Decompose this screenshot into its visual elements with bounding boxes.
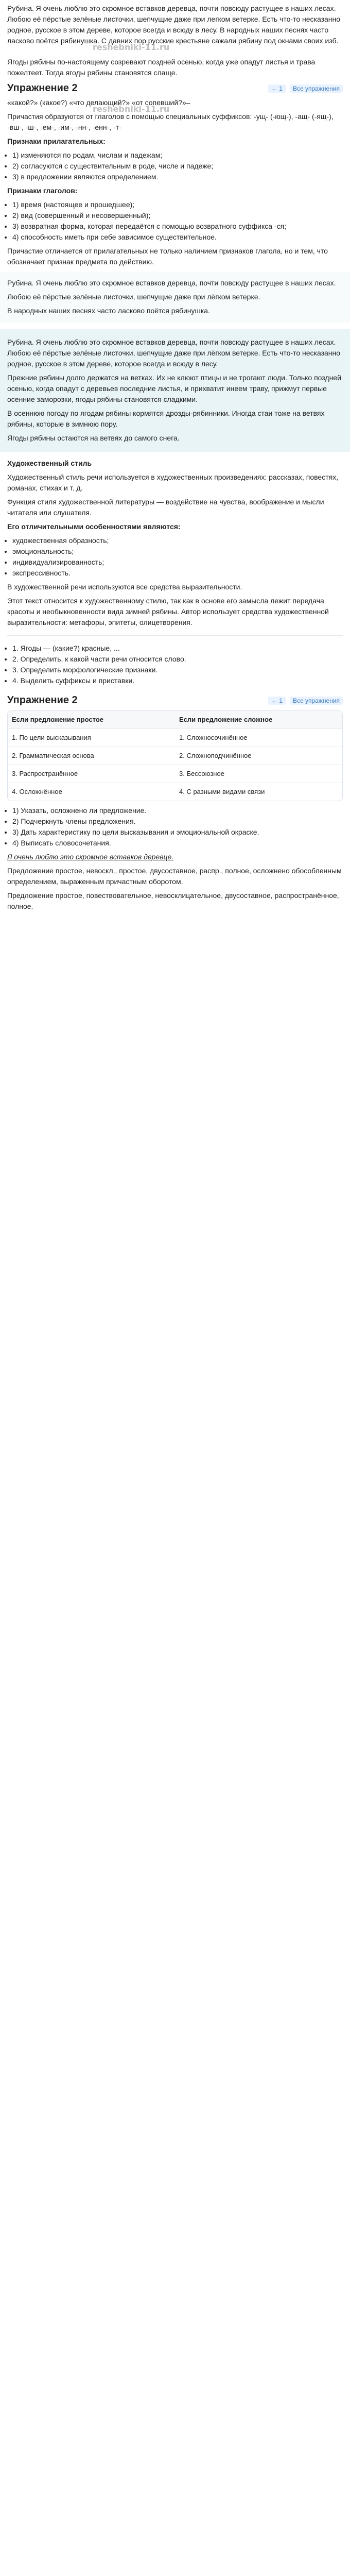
sign-3: • 3) в предложении являются определением.	[12, 172, 338, 182]
verb-3: • 3) возвратная форма, которая передаётся с помощью возвратного суффикса -ся;	[12, 221, 338, 232]
task2-list	[0, 805, 350, 849]
feature-3: • индивидуализированность;	[12, 557, 338, 568]
top-paragraph-2: Ягоды рябины по-настоящему созревают поздней осенью, когда уже опадут листья и трава пожелтеет. Тогда ягоды рябины становятся слаще.	[7, 58, 316, 77]
table-header-left: Если предложение простое	[12, 716, 104, 723]
table-cell: 4. С разными видами связи	[179, 788, 265, 795]
example-1: Рубина. Я очень люблю это скромное вставков деревца, почти повсюду растущее в наших лесах.	[7, 279, 336, 287]
verb-1: • 1) время (настоящее и прошедшее);	[12, 199, 338, 210]
verbs-list	[0, 199, 350, 243]
table-row	[8, 747, 342, 765]
table-cell: 3. Бессоюзное	[179, 770, 224, 777]
exercise2-nav-prev[interactable]: ← 1	[268, 697, 286, 705]
last-line: Предложение простое, повествовательное, невосклицательное, двусоставное, распространённое, полное.	[7, 891, 339, 910]
table-row	[8, 728, 342, 747]
style-header: Художественный стиль	[7, 459, 92, 467]
verbs-header: Признаки глаголов:	[7, 187, 78, 195]
block1-p1: Рубина. Я очень люблю это скромное вставков деревца, почти повсюду растущее в наших лесах. Любою её пёрстые зелёные листочки, шепчущие даже при лёгком ветерке. Есть что-то несказанно родное, русское в этом дереве, которое всегда и всюду в лесу.	[7, 338, 341, 368]
block1-p3: В осеннюю погоду по ягодам рябины кормятся дрозды-рябинники. Иногда стаи тоже на ветвях рябины, которые в зимнюю пору.	[7, 409, 325, 428]
final-text: Предложение простое, невоскл., простое, двусоставное, распр., полное, осложнено обособленным определением, выраженным причастным оборотом.	[7, 867, 342, 886]
nav-prev[interactable]: ← 1	[268, 84, 286, 93]
analysis-table	[7, 710, 343, 801]
divider-1	[7, 635, 343, 636]
exercise2-title: Упражнение 2	[7, 694, 78, 706]
top-paragraph-1: Рубина. Я очень люблю это скромное вставков деревца, почти повсюду растущее в наших лесах. Любою её пёрстые зелёные листочки, шепчущие даже при легком ветерке. Есть что-то несказанно родное, русское в этом дереве, которое всегда и всюду в лесу. В народных наших песнях часто ласково поётся рябинушка. С давних пор русские крестьяне сажали рябину под окнами своих изб.	[7, 4, 341, 45]
question-1: • 1. Ягоды — (какие?) красные, ...	[12, 643, 338, 654]
bottom-example: Я очень люблю это скромное вставков деревце.	[7, 853, 174, 861]
feature-4: • экспрессивность.	[12, 568, 338, 579]
exercise2-nav	[0, 694, 350, 706]
sign-1: • 1) изменяются по родам, числам и падежам;	[12, 150, 338, 161]
analysis: Этот текст относится к художественному стилю, так как в основе его замысла лежит передача красоты и необыкновенности вида зимней рябины. Автор использует средства художественной выразительности: метафоры, эпитеты, олицетворения.	[7, 597, 329, 626]
sign-2: • 2) согласуются с существительным в роде, числе и падеже;	[12, 161, 338, 172]
table-row	[8, 765, 342, 783]
table-cell: 2. Грамматическая основа	[12, 752, 94, 759]
page: Рубина. Я очень люблю это скромное вставков деревца, почти повсюду растущее в наших лесах. Любою её пёрстые зелёные листочки, шепчущие даже при легком ветерке. Есть что-то несказанно родное, русское в этом дереве, которое всегда и всюду в лесу. В народных наших песнях часто ласково поётся рябинушка. С давних пор русские крестьяне сажали рябину под окнами своих изб. reshebniki-11.ru Ягоды рябины по-настоящему созревают поздней осенью, когда уже опадут листья и трава пожелтеет. Тогда ягоды рябины становятся слаще. Упражнение 2 ← 1 Все упражнения «какой?» (какое?) «что делающий?» «от сопевший?»– reshebniki-11.ru Причастия образуются от глаголов с помощью специальных суффиксов: -ущ- (-ющ-), -ащ- (-ящ-), -вш-, -ш-, -ем-, -им-, -нн-, -енн-, -т- Признаки прилагательных: • 1) изменяются по родам, числам и падежам; • 2) согласуются с существительным в роде, числе и падеже; • 3) в предложении являются определением. Признаки глаголов: • 1) время (настоящее и прошедшее); • 2) вид (совершенный и несовершенный); • 3) возвратная форма, которая передаётся с помощью возвратного суффикса -ся; • 4) способность иметь при себе зависимое существительное. Причастие отличается от прилагательных не только наличием признаков глагола, но и тем, что обозначает признак предмета по действию. Рубина. Я очень люблю это скромное вставков деревца, почти повсюду растущее в наших лесах. Любою её пёрстые зелёные листочки, шепчущие даже при лёгком ветерке. В народных наших песнях часто ласково поётся рябинушка. Рубина. Я очень люблю это скромное вставков деревца, почти повсюду растущее в наших лесах. Любою её пёрстые зелёные листочки, шепчущие даже при лёгком ветерке. Есть что-то несказанно родное, русское в этом дереве, которое всегда и всюду в лесу. Прежние рябины долго держатся на ветках. Их не клюют птицы и не трогают люди. Только поздней осенью, когда опадут с деревьев последние листья, и прихватит инеем траву, прижмут первые осенние заморозки, ягоды рябины становятся сладкими. В осеннюю погоду по ягодам рябины кормятся дрозды-рябинники. Иногда стаи тоже на ветвях рябины, которые в зимнюю пору. Ягоды рябины остаются на ветвях до самого снега. Художественный стиль Художественный стиль речи используется в художественных произведениях: рассказах, повестях, романах, стихах и т. д. Функция стиля художественной литературы — воздействие на чувства, воображение и мысли читателя или слушателя. Его отличительными особенностями являются: • художественная образность; • эмоциональность; • индивидуализированность; • экспрессивность. В художественной речи используются все средства выразительности. Этот текст относится к художественному стилю, так как в основе его замысла лежит передача красоты и необыкновенности вида зимней рябины. Автор использует средства художественной выразительности: метафоры, эпитеты, олицетворения. • 1. Ягоды — (какие?) красные, ... • 2. Определить, к какой части речи относится слово. • 3. Определить морфологические признаки. • 4. Выделить суффиксы и приставки. Упражнение 2 ← 1 Все упражнения Если предложение простое Если предложение сложное 1. По цели высказывания 1. Сложносочинённое 2. Грамматическая основа 2. Сложноподчинённое 3. Распространённое 3. Бессоюзное 4. Осложнённое 4. С разными видами связи • 1) Указать, осложнено ли предложение. • 2) Подчеркнуть члены предложения. • 3) Дать характеристику по цели высказывания и эмоциональной окраске. • 4) Выписать словосочетания. Я очень люблю это скромное вставков деревце. Предложение простое, невоскл., простое, двусоставное, распр., полное, осложнено обособленным определением, выраженным причастным оборотом. Предложение простое, повествовательное, невосклицательное, двусоставное, распространённое, полное.	[0, 0, 350, 2576]
examples-section	[0, 272, 350, 323]
features-header: Его отличительными особенностями являются:	[7, 522, 181, 531]
example-3: В народных наших песнях часто ласково поётся рябинушка.	[7, 307, 210, 315]
verb-2: • 2) вид (совершенный и несовершенный);	[12, 210, 338, 221]
table-cell: 3. Распространённое	[12, 770, 78, 777]
exercise2-nav-all[interactable]: Все упражнения	[290, 697, 343, 705]
feature-1: • художественная образность;	[12, 535, 338, 546]
table-cell: 2. Сложноподчинённое	[179, 752, 252, 759]
question-line: «какой?» (какое?) «что делающий?» «от сопевший?»–	[7, 98, 190, 107]
questions-list	[0, 643, 350, 686]
text-block-1	[0, 329, 350, 452]
task2-4: • 4) Выписать словосочетания.	[12, 838, 338, 849]
style-functions: Функция стиля художественной литературы — воздействие на чувства, воображение и мысли читателя или слушателя.	[7, 498, 324, 517]
signs-list	[0, 150, 350, 182]
feature-2: • эмоциональность;	[12, 546, 338, 557]
example-2: Любою её пёрстые зелёные листочки, шепчущие даже при лёгком ветерке.	[7, 293, 260, 301]
signs-header: Признаки прилагательных:	[7, 137, 106, 145]
task2-2: • 2) Подчеркнуть члены предложения.	[12, 816, 338, 827]
conclusion: В художественной речи используются все средства выразительности.	[7, 583, 242, 591]
exercise-title: Упражнение 2	[7, 82, 78, 94]
block1-p4: Ягоды рябины остаются на ветвях до самого снега.	[7, 434, 180, 442]
table-cell: 4. Осложнённое	[12, 788, 62, 795]
question-2: • 2. Определить, к какой части речи относится слово.	[12, 654, 338, 665]
table-header-right: Если предложение сложное	[179, 716, 273, 723]
table-header-row	[8, 711, 342, 728]
table-cell: 1. По цели высказывания	[12, 734, 91, 741]
features-list	[0, 535, 350, 579]
task2-3: • 3) Дать характеристику по цели высказывания и эмоциональной окраске.	[12, 827, 338, 838]
style-text: Художественный стиль речи используется в художественных произведениях: рассказах, повестях, романах, стихах и т. д.	[7, 473, 339, 492]
nav-all[interactable]: Все упражнения	[290, 84, 343, 93]
question-3: • 3. Определить морфологические признаки.	[12, 665, 338, 675]
question-4: • 4. Выделить суффиксы и приставки.	[12, 675, 338, 686]
task2-1: • 1) Указать, осложнено ли предложение.	[12, 805, 338, 816]
task-text: Причастия образуются от глаголов с помощью специальных суффиксов: -ущ- (-ющ-), -ащ- (-ящ-), -вш-, -ш-, -ем-, -им-, -нн-, -енн-, -т-	[7, 112, 334, 131]
table-cell: 1. Сложносочинённое	[179, 734, 248, 741]
table-row	[8, 783, 342, 801]
exercise-nav	[0, 82, 350, 94]
block1-p2: Прежние рябины долго держатся на ветках. Их не клюют птицы и не трогают люди. Только поздней осенью, когда опадут с деревьев последние листья, и прихватит инеем траву, прижмут первые осенние заморозки, ягоды рябины становятся сладкими.	[7, 374, 341, 403]
mid-text: Причастие отличается от прилагательных не только наличием признаков глагола, но и тем, что обозначает признак предмета по действию.	[7, 247, 328, 266]
verb-4: • 4) способность иметь при себе зависимое существительное.	[12, 232, 338, 243]
